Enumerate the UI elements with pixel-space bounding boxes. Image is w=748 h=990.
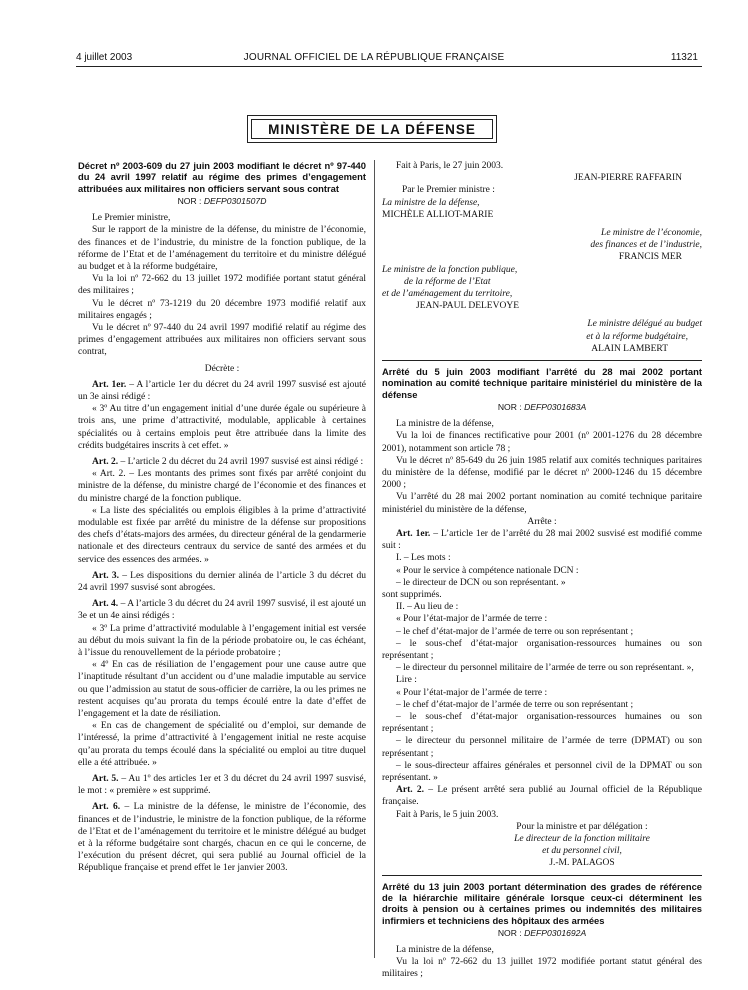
column-divider [374,160,375,958]
header-page-number: 11321 [670,52,698,63]
decret-p1: Le Premier ministre, [92,213,171,224]
min-fp-title3: et de l’aménagement du territoire, [382,289,513,300]
art-label: Art. 1er. [396,528,431,539]
arrete1-l5: II. – Au lieu de : [396,602,459,613]
arrete1-l2: « Pour le service à compétence nationale DCN : [396,565,579,576]
art-text: – L’article 1er de l’arrêté du 28 mai 2002 susvisé est modifié comme suit : [382,528,702,552]
min-budget-name: ALAIN LAMBERT [591,343,668,354]
arrete1-l10: Lire : [396,675,417,686]
nor-label: NOR : [177,195,202,206]
art-label: Art. 2. [92,456,119,467]
arrete1-arrete: Arrête : [527,516,557,527]
art-label: Art. 2. [396,785,425,796]
arrete1-l12: – le chef d’état-major de l’armée de terre ou son représentant ; [396,699,634,710]
art-text: – A l’article 1er du décret du 24 avril 1997 susvisé est ajouté un 3e ainsi rédigé : [78,379,366,402]
decret-title: Décret nº 2003-609 du 27 juin 2003 modifiant le décret nº 97-440 du 24 avril 1997 relatif au régime des primes d’engagement attribuées aux militaires non officiers servant sous contrat [78,160,366,194]
arrete1-sig2: Le directeur de la fonction militaire [514,834,650,845]
art-label: Art. 5. [92,774,119,785]
arrete1-l14: – le directeur du personnel militaire de l’armée de terre (DPMAT) ou son représentant ; [382,736,702,759]
right-column [382,160,702,981]
min-defense-title: La ministre de la défense, [382,197,480,208]
arrete2-title: Arrêté du 13 juin 2003 portant détermination des grades de référence de la hiérarchie militaire générale lorsque ceux-ci déterminent les droits à pension ou à certaines primes ou indemnités des militaires infirmiers et techniciens des hôpitaux des armées [382,880,702,926]
arrete1-l13: – le sous-chef d’état-major organisation-ressources humaines ou son représentant ; [382,712,702,735]
min-budget-title2: et à la réforme budgétaire, [586,331,688,342]
min-fp-title1: Le ministre de la fonction publique, [382,264,518,275]
arrete1-l6: « Pour l’état-major de l’armée de terre : [396,614,548,625]
art-text: – L’article 2 du décret du 24 avril 1997 susvisé est ainsi rédigé : [118,456,364,467]
decret-fait: Fait à Paris, le 27 juin 2003. [396,161,504,171]
arrete1-l11: « Pour l’état-major de l’armée de terre : [396,687,548,698]
decret-art4-quote1: « 3º La prime d’attractivité modulable à l’engagement initial est versée au début du mois suivant la fin de la période probatoire ou, le cas échéant, à l’issue du renouvellement de la période probatoire ; [78,623,366,658]
arrete1-sig3: et du personnel civil, [542,846,622,857]
min-fp-title2: de la réforme de l’Etat [404,276,491,287]
art-label: Art. 6. [92,802,121,813]
decret-art1-quote: « 3º Au titre d’un engagement initial d’une durée égale ou supérieure à trois ans, une prime d’attractivité, modulable, applicable à certaines spécialités ou à certains emplois peut être attribuée dans la limite des crédits budgétaires inscrits à cet effet. » [78,404,366,451]
nor-label: NOR : [497,927,522,938]
min-eco-name: FRANCIS MER [618,252,682,263]
nor-label: NOR : [497,401,522,412]
arrete1-fait: Fait à Paris, le 5 juin 2003. [396,809,499,820]
decret-art2-quote1: « Art. 2. – Les montants des primes sont fixés par arrêté conjoint du ministre de la défense, du ministre chargé de l’économie et des finances et du ministre chargé de la fonction publique. [78,469,366,504]
decret-p2: Sur le rapport de la ministre de la défense, du ministre de l’économie, des finances et de l’industrie, du ministre de la fonction publique, de la réforme de l’Etat et de l’aménagement du territoire et du ministre délégué au budget et à la réforme budgétaire, [78,225,366,272]
art-label: Art. 4. [92,599,119,610]
min-fp-name: JEAN-PAUL DELEVOYE [416,301,519,312]
art-text: – Au 1º des articles 1er et 3 du décret du 24 avril 1997 susvisé, le mot : « première » est supprimé. [78,774,366,797]
decret-art1 [78,379,366,403]
art-label: Art. 3. [92,570,119,581]
separator [382,875,702,876]
arrete2-nor [382,927,702,939]
arrete1-l15: – le sous-directeur affaires générales et personnel civil de la DPMAT ou son représentant. » [382,760,702,784]
min-eco-title2: des finances et de l’industrie, [590,240,702,251]
arrete2-p2: Vu la loi nº 72-662 du 13 juillet 1972 modifiée portant statut général des militaires ; [382,957,702,980]
art-text: – A l’article 3 du décret du 24 avril 1997 susvisé, il est ajouté un 3e et un 4e ainsi rédigés : [78,599,367,622]
decret-art2-quote2: « La liste des spécialités ou emplois éligibles à la prime d’attractivité modulable est fixée par arrêté du ministre de la défense sur propositions des chefs d’états-majors des armées, du directeur général de la gendarmerie nationale et des directeurs centraux du service de santé des armées et du service des essences des armées. » [78,505,366,565]
min-budget-title1: Le ministre délégué au budget [587,319,702,330]
decret-p5: Vu le décret nº 97-440 du 24 avril 1997 modifié relatif au régime des primes d’engagement attribuées aux militaires non officiers servant sous contrat, [78,322,366,358]
nor-code: DEFP0301683A [524,401,587,412]
arrete1-p4: Vu l’arrêté du 28 mai 2002 portant nomination au comité technique paritaire ministériel du ministère de la défense, [382,492,702,515]
page-header [0,46,748,62]
arrete1-l1: I. – Les mots : [396,553,451,564]
ministry-box [247,115,497,143]
arrete1-sig1: Pour la ministre et par délégation : [516,821,648,832]
arrete1-title: Arrêté du 5 juin 2003 modifiant l’arrêté du 28 mai 2002 portant nomination au comité technique paritaire ministériel du ministère de la défense [382,366,702,400]
art-text: – Les dispositions du dernier alinéa de l’article 3 du décret du 24 avril 1997 susvisé sont abrogées. [78,570,366,593]
arrete2-p1: La ministre de la défense, [396,945,494,956]
signature-pm: JEAN-PIERRE RAFFARIN [574,173,682,184]
arrete1-l3: – le directeur de DCN ou son représentant. » [396,577,566,588]
min-defense-name: MICHÈLE ALLIOT-MARIE [382,209,494,220]
art-label: Art. 1er. [92,379,127,390]
arrete1-p2: Vu la loi de finances rectificative pour 2001 (nº 2001-1276 du 28 décembre 2001), notamment son article 78 ; [382,431,702,454]
header-journal-title: JOURNAL OFFICIEL DE LA RÉPUBLIQUE FRANÇAISE [243,52,505,63]
arrete1-l7: – le chef d’état-major de l’armée de terre ou son représentant ; [396,626,634,637]
decret-p3: Vu la loi nº 72-662 du 13 juillet 1972 modifiée portant statut général des militaires ; [78,274,366,297]
decret-art4-quote3: « En cas de changement de spécialité ou d’emploi, sur demande de l’intéressé, la prime d’attractivité à l’engagement initial ne reste acquise qu’au prorata du temps écoulé dans la spécialité ou emploi au titre duquel elle a été attribuée. » [78,721,366,768]
nor-code: DEFP0301507D [203,195,267,206]
arrete1-art1 [382,528,702,552]
header-date: 4 juillet 2003 [76,52,133,63]
min-eco-title1: Le ministre de l’économie, [601,228,702,239]
header-rule [76,66,702,67]
decret-art3 [78,570,366,594]
art-text: – Le présent arrêté sera publié au Journal officiel de la République française. [382,785,703,808]
art-text: – La ministre de la défense, le ministre de l’économie, des finances et de l’industrie, le ministre de la fonction publique, de la réforme de l’Etat et de l’aménagement du territoire et le ministre délégué au budget et à la réforme budgétaire sont chargés, chacun en ce qui le concerne, de l’exécution du présent décret, qui sera publié au Journal officiel de la République française et prend effet le 1er janvier 2003. [78,802,366,874]
arrete1-l8: – le sous-chef d’état-major organisation-ressources humaines ou son représentant ; [382,638,702,661]
decret-decrete: Décrète : [204,363,240,374]
left-column [78,160,366,875]
nor-code: DEFP0301692A [524,927,587,938]
decret-p4: Vu le décret nº 73-1219 du 20 décembre 1973 modifié relatif aux militaires engagés ; [78,298,366,321]
decret-art4-quote2: « 4º En cas de résiliation de l’engagement pour une cause autre que l’inaptitude résultant d’un accident ou d’une maladie imputable au service ou que l’admission au statut de sous-officier de carrière, la ou les primes ne restent acquises qu’au prorata du temps écoulé entre la date d’effet de l’engagement et la date de résiliation. [78,660,366,720]
decret-art4 [78,598,366,622]
par-premier-ministre: Par le Premier ministre : [402,185,495,196]
arrete1-art2 [382,784,702,808]
decret-art2 [78,456,366,468]
decret-nor [78,195,366,207]
arrete1-l4: sont supprimés. [382,589,442,600]
arrete1-l9: – le directeur du personnel militaire de l’armée de terre ou son représentant. », [396,663,694,674]
ministry-title: MINISTÈRE DE LA DÉFENSE [251,119,493,139]
arrete1-p1: La ministre de la défense, [396,419,494,430]
decret-art6 [78,801,366,874]
arrete1-sig4: J.-M. PALAGOS [549,858,615,869]
arrete1-p3: Vu le décret nº 85-649 du 26 juin 1985 relatif aux comités techniques paritaires du ministère de la défense, modifié par le décret nº 2000-1246 du 15 décembre 2000 ; [382,455,702,491]
decret-art5 [78,773,366,797]
separator [382,360,702,361]
arrete1-nor [382,401,702,413]
